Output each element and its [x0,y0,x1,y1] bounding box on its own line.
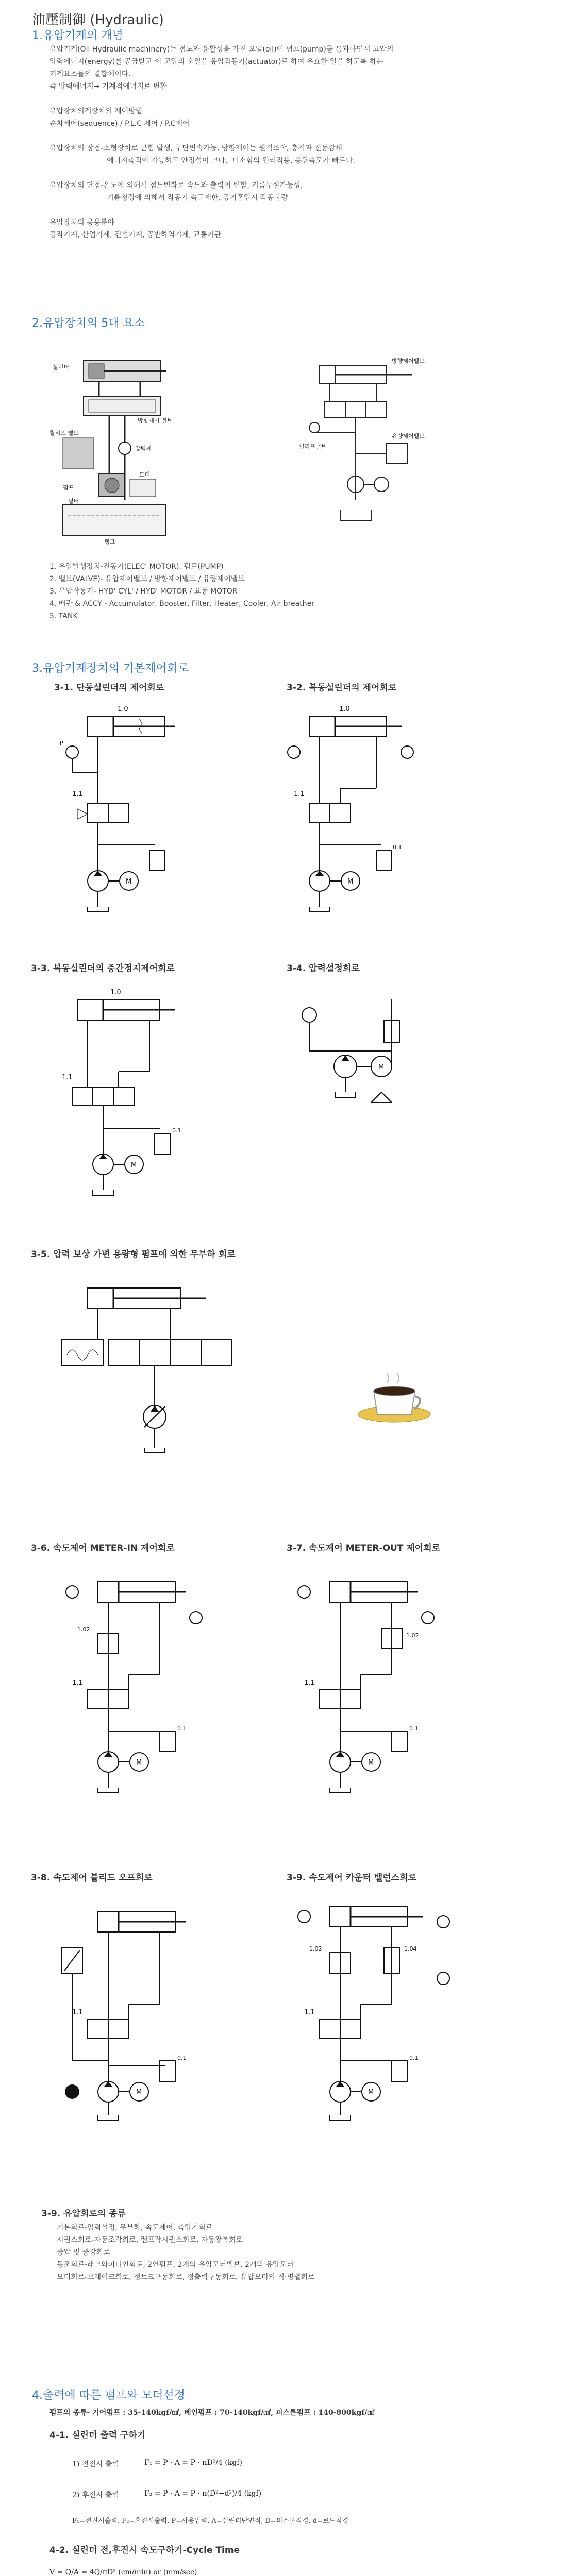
section-1-text [49,43,544,241]
diagram-label: 탱크 [104,538,115,545]
diagram-label: 압력계 [135,445,152,452]
s1-line: 기름청정에 의해서 작동기 속도제한, 공기혼입시 작동불량 [49,194,288,202]
page-title: 油壓制御 (Hydraulic) [32,12,164,28]
circuit-label: 0.1 [177,2055,187,2061]
forward-output-label: 1) 전진시 출력 [72,2460,119,2468]
circuit-label: 0.1 [409,1725,419,1732]
circuit-title: 3-3. 복동실린더의 중간정지제어회로 [31,963,175,974]
section-2-text [49,561,544,622]
s1-line [49,204,544,216]
circuit-label: 1.0 [110,989,121,996]
s1-line: 유압장치의계장치의 제어방법 [49,107,143,115]
circuit-types-title: 3-9. 유압회로의 종류 [41,2209,126,2219]
s2-line: 2. 밸브(VALVE)- 유압제어밸브 / 방향제어밸브 / 유량제어밸브 [49,575,245,583]
circuit-type-line: 기본회로-압력설정, 무부하, 속도제어, 축압기회로 [57,2224,213,2232]
circuit-title: 3-4. 압력설정회로 [287,963,360,974]
subsection-4-1-title: 4-1. 실린더 출력 구하기 [49,2430,146,2441]
circuit-type-line: 증압 및 증강회로 [57,2248,110,2257]
circuit-title: 3-6. 속도제어 METER-IN 제어회로 [31,1543,175,1553]
circuit-type-line: 모터회로-브레이크회로, 정토크구동회로, 정출력구동회로, 유압모터의 직·병렬회로 [57,2273,315,2281]
diagram-label: 방향제어 밸브 [138,417,173,424]
diagram-label: 실린더 [53,364,69,370]
section-3-title: 3.유압기계장치의 기본제어회로 [32,662,189,675]
circuit-3-7-diagram [289,1571,454,1798]
s1-line [49,130,544,142]
s2-line: 1. 유압발생장치-전동기(ELEC' MOTOR), 펌프(PUMP) [49,563,224,571]
circuit-type-line: 시퀀스회로-자동조작회로, 램프작시퀀스회로, 자동왕복회로 [57,2236,243,2244]
motor-label: M [126,878,132,886]
circuit-label: 1.04 [404,1945,417,1952]
circuit-label: 1.02 [406,1632,419,1639]
motor-label: M [378,1063,385,1071]
s2-line: 5. TANK [49,612,78,620]
s1-line: 유압기계(Oil Hydraulic machinery)는 점도와 윤활성을 가진 오일(oil)이 펌프(pump)를 통과하면서 고압의 [49,45,394,54]
circuit-label: 1.0 [118,705,128,713]
circuit-type-line: 동조회로-래크와피니언회로, 2연펌프, 2개의 유압모터밸브, 2개의 유압모터 [57,2261,294,2269]
s1-line: 순차제어(sequence) / P.L.C 제어 / P.C제어 [49,120,190,128]
diagram-label: 릴리프 밸브 [49,430,79,436]
section-2-title: 2.유압장치의 5대 요소 [32,317,145,330]
circuit-label: 0.1 [177,1725,187,1732]
circuit-title: 3-1. 단동실린더의 제어회로 [54,683,164,693]
circuit-label: 0.1 [172,1127,181,1134]
circuit-3-5-diagram [57,1273,242,1458]
circuit-3-4-diagram [289,989,433,1133]
coffee-cup-icon [356,1370,433,1427]
circuit-types-list [57,2222,552,2283]
gauge-label: P [60,740,63,747]
pump-types: 펌프의 종류- 기어펌프 : 35-140kgf/㎠, 베인펌프 : 70-140kgf/㎠, 피스톤펌프 : 140-800kgf/㎠ [49,2409,375,2417]
section-4-title: 4.출력에 따른 펌프와 모터선정 [32,2389,185,2402]
motor-label: M [136,1759,142,1767]
s1-line: 압력에너지(energy)를 공급받고 이 고압의 오일을 유압작동기(actuator)로 하여 유효한 일을 하도록 하는 [49,58,383,66]
motor-label: M [136,2089,142,2096]
circuit-3-8-diagram [57,1896,222,2123]
diagram-label: 유량제어밸브 [392,433,425,439]
circuit-label: 1.1 [304,2009,315,2016]
diagram-label: 방향제어밸브 [392,358,425,364]
velocity-formula: V = Q/A = 4Q/πD² (cm/min) or (mm/sec) [49,2568,197,2576]
circuit-title: 3-8. 속도제어 블리드 오프회로 [31,1873,153,1883]
circuit-label: 1.1 [72,2009,83,2016]
circuit-title: 3-5. 압력 보상 가변 용량형 펌프에 의한 무부하 회로 [31,1249,236,1260]
circuit-label: 1.02 [77,1626,90,1633]
circuit-label: 1.1 [72,790,83,798]
s1-line: 기계요소들의 결합체이다. [49,70,131,78]
circuit-title: 3-9. 속도제어 카운터 밸런스회로 [287,1873,416,1883]
circuit-3-9-diagram [289,1896,464,2123]
section-1-title: 1.유압기계의 개념 [32,29,123,42]
forward-output-formula: F₁ = P · A = P · πD²/4 (kgf) [144,2459,242,2467]
s2-line: 4. 배관 & ACCY - Accumulator, Booster, Filter, Heater, Cooler, Air breather [49,600,314,608]
circuit-label: 1.1 [294,790,305,798]
s1-line: 유압장치의 응용분야 [49,218,115,227]
backward-output-formula: F₂ = P · A = P · π(D²−d²)/4 (kgf) [144,2489,262,2498]
circuit-3-1-diagram [57,701,211,917]
circuit-label: 1.1 [62,1074,73,1081]
diagram-label: 펌프 [63,484,74,491]
s1-line: 유압장치의 장점-소형장치로 큰힘 발생, 무단변속가능, 방향제어는 원격조작, 충격과 진동감쇄 [49,144,342,152]
s1-line [49,93,544,105]
circuit-label: 0.1 [393,844,402,851]
circuit-title: 3-2. 복동실린더의 제어회로 [287,683,397,693]
backward-output-label: 2) 후진시 출력 [72,2491,119,2499]
circuit-label: 1.1 [304,1679,315,1687]
hydraulic-system-pictorial-diagram [47,350,176,546]
subsection-4-2-title: 4-2. 실린더 전,후진시 속도구하기-Cycle Time [49,2545,240,2555]
diagram-label: 필터 [68,498,79,504]
circuit-3-6-diagram [57,1571,222,1798]
s1-line [49,167,544,179]
diagram-label: 모터 [139,471,151,478]
motor-label: M [368,2089,374,2096]
circuit-3-3-diagram [46,984,211,1200]
motor-label: M [368,1759,374,1767]
circuit-3-2-diagram [278,701,443,917]
s1-line: 공작기계, 산업기계, 건설기계, 공반하역기계, 교통기관 [49,231,222,239]
circuit-label: 1.0 [339,705,350,713]
hydraulic-system-symbol-diagram [299,355,433,531]
motor-label: M [131,1161,137,1169]
s1-line: 에너지축적이 가능하고 안정성이 크다. 미소힘의 원리적용, 응답속도가 빠르다. [49,157,355,165]
circuit-label: 1.02 [309,1945,322,1952]
circuit-title: 3-7. 속도제어 METER-OUT 제어회로 [287,1543,441,1553]
motor-label: M [347,878,354,886]
circuit-label: 1.1 [72,1679,83,1687]
output-note: F₁=전진시출력, F₂=후진시출력, P=사용압력, A=실린더단면적, D=피스톤직경, d=로드직경 [72,2517,349,2525]
diagram-label: 릴리프밸브 [299,443,327,450]
s2-line: 3. 유압작동기- HYD' CYL' / HYD' MOTOR / 요동 MOTOR [49,587,238,596]
s1-line: 유압장치의 단점-온도에 의해서 점도변화로 속도와 출력이 변함, 기름누설가능성, [49,181,303,190]
circuit-label: 0.1 [409,2055,419,2061]
s1-line: 즉 압력에너지→ 기계적에너지로 변환 [49,82,167,91]
